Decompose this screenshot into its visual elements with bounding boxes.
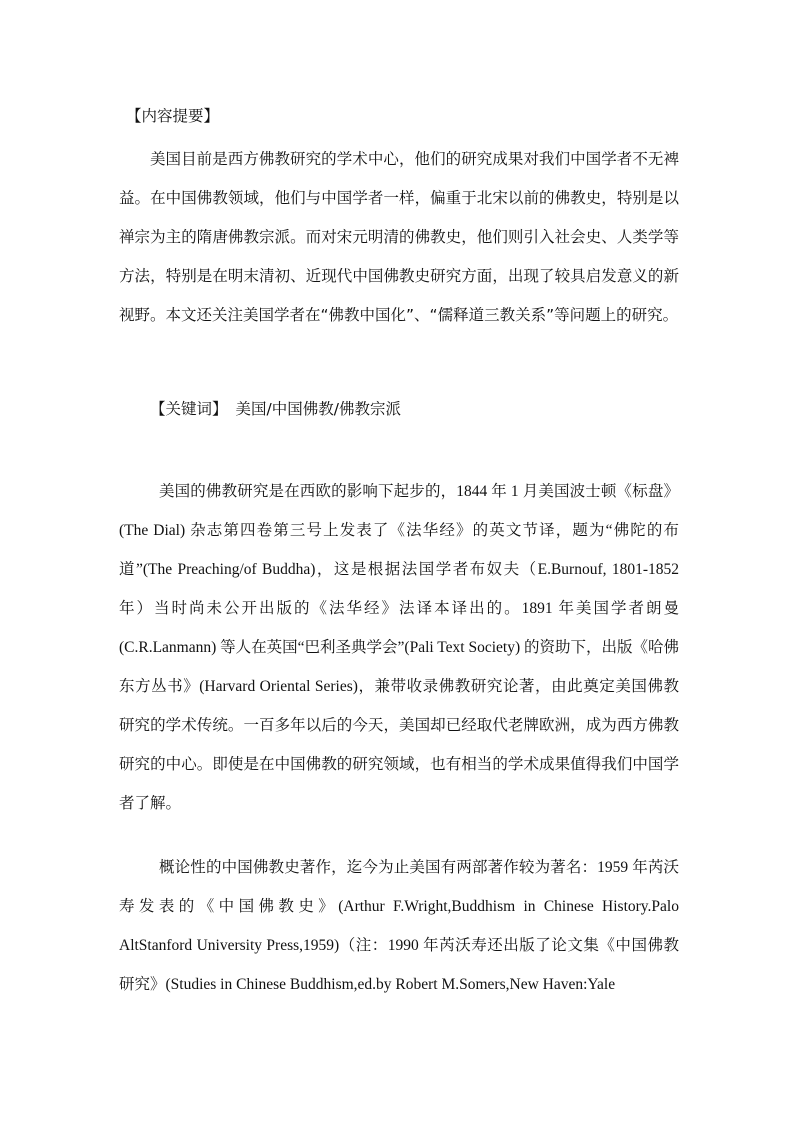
keywords-label: 【关键词】	[150, 400, 228, 418]
abstract-paragraph: 美国目前是西方佛教研究的学术中心，他们的研究成果对我们中国学者不无裨益。在中国佛教领域，他们与中国学者一样，偏重于北宋以前的佛教史，特别是以禅宗为主的隋唐佛教宗派。而对宋元明清的佛教史，他们则引入社会史、人类学等方法，特别是在明末清初、近现代中国佛教史研究方面，出现了较具启发意义的新视野。本文还关注美国学者在“佛教中国化”、“儒释道三教关系”等问题上的研究。	[119, 150, 679, 324]
body-paragraph: 美国的佛教研究是在西欧的影响下起步的，1844 年 1 月美国波士顿《标盘》(The Dial) 杂志第四卷第三号上发表了《法华经》的英文节译，题为“佛陀的布道”(The Preaching/of Buddha)，这是根据法国学者布奴夫（E.Burnouf, 1801-1852 年）当时尚未公开出版的《法华经》法译本译出的。1891 年美国学者朗曼 (C.R.Lanmann) 等人在英国“巴利圣典学会”(Pali Text Society) 的资助下，出版《哈佛东方丛书》(Harvard Oriental Series)，兼带收录佛教研究论著，由此奠定美国佛教研究的学术传统。一百多年以后的今天，美国却已经取代老牌欧洲，成为西方佛教研究的中心。即使是在中国佛教的研究领域，也有相当的学术成果值得我们中国学者了解。	[119, 483, 680, 812]
keywords-line	[119, 390, 679, 429]
abstract-heading: 【内容提要】	[126, 107, 220, 125]
keywords-value: 美国/中国佛教/佛教宗派	[235, 400, 401, 418]
body-paragraph: 概论性的中国佛教史著作，迄今为止美国有两部著作较为著名：1959 年芮沃寿发表的《中国佛教史》(Arthur F.Wright,Buddhism in Chinese History.Palo AltStanford University Press,1959)（注：1990 年芮沃寿还出版了论文集《中国佛教研究》(Studies in Chinese Buddhism,ed.by Robert M.Somers,New Haven:Yale	[119, 859, 679, 993]
